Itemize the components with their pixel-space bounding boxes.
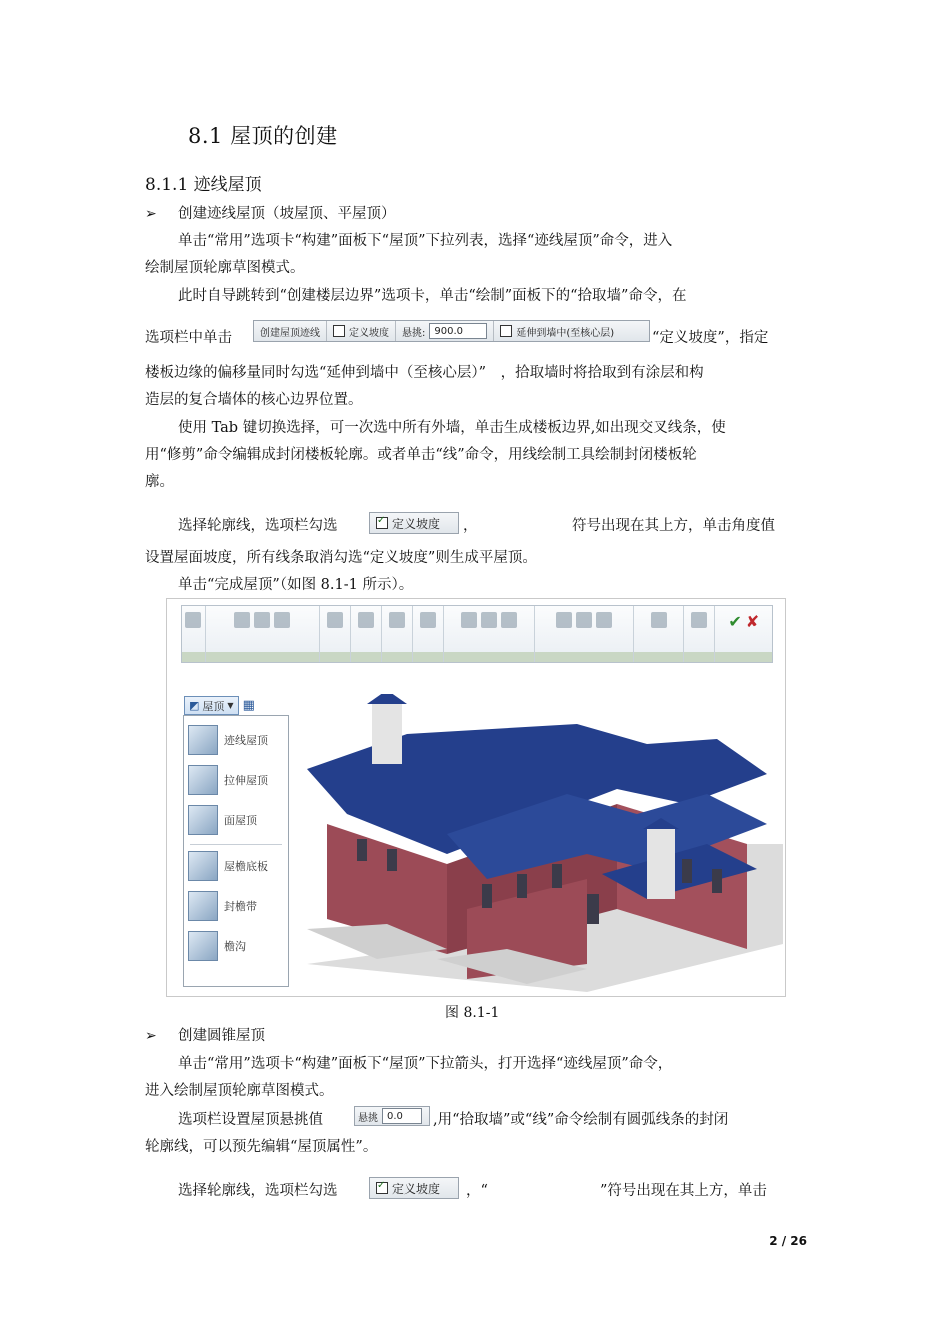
rotate-icon <box>596 612 612 628</box>
ribbon-group-label <box>634 652 683 662</box>
menu-item-extrusion-roof <box>188 762 284 798</box>
extend-label: 延伸到墙中(至核心层) <box>516 327 615 339</box>
menu-divider <box>190 844 282 845</box>
paragraph-line: 选择轮廓线，选项栏勾选 <box>178 518 338 534</box>
ribbon-group-label <box>715 652 772 662</box>
face-roof-icon <box>188 805 218 835</box>
overhang-label: 悬挑: <box>402 327 426 339</box>
modify-icon <box>481 612 497 628</box>
paragraph-line: 设置屋面坡度，所有线条取消勾选“定义坡度”则生成平屋顶。 <box>145 550 537 566</box>
ribbon-group <box>684 606 715 662</box>
menu-item-label: 封檐带 <box>224 900 257 913</box>
draw-icon <box>234 612 250 628</box>
figure-8-1-1 <box>166 598 786 997</box>
bullet-title: 创建圆锥屋顶 <box>178 1028 265 1044</box>
ribbon-group-label <box>382 652 412 662</box>
ceiling-icon: ▦ <box>242 698 255 713</box>
extend-to-wall-option <box>494 321 620 341</box>
chimney-left <box>372 704 402 764</box>
bullet-arrow-icon: ➢ <box>145 1028 157 1044</box>
paragraph-line: 单击“常用”选项卡“构建”面板下“屋顶”下拉箭头，打开选择“迹线屋顶”命令， <box>178 1056 673 1072</box>
menu-item-face-roof <box>188 802 284 838</box>
paragraph-line: “定义坡度”，指定 <box>652 330 769 346</box>
paragraph-line: 造层的复合墙体的核心边界位置。 <box>145 392 363 408</box>
overhang-label: 悬挑 <box>358 1112 378 1124</box>
ribbon-group <box>206 606 320 662</box>
paragraph-line: 进入绘制屋顶轮廓草图模式。 <box>145 1083 334 1099</box>
roof-dropdown-header <box>184 696 288 715</box>
dimension-icon <box>420 612 436 628</box>
properties-icon <box>327 612 343 628</box>
ribbon-group-label <box>444 652 534 662</box>
define-slope-label: 定义坡度 <box>392 1181 441 1196</box>
chimney-right <box>647 829 675 899</box>
paragraph-line: 单击“常用”选项卡“构建”面板下“屋顶”下拉列表，选择“迹线屋顶”命令，进入 <box>178 233 673 249</box>
subsection-heading: 8.1.1 迹线屋顶 <box>145 175 262 195</box>
menu-item-label: 拉伸屋顶 <box>224 774 268 787</box>
gutter-icon <box>188 931 218 961</box>
overhang-chip <box>355 1107 425 1125</box>
overhang-option <box>396 321 494 341</box>
paragraph-line: 单击“完成屋顶”（如图 8.1-1 所示）。 <box>178 577 414 593</box>
chevron-down-icon: ▼ <box>227 701 234 710</box>
roof-properties-icon <box>691 612 707 628</box>
ribbon-group-label <box>182 652 205 662</box>
menu-item-label: 檐沟 <box>224 940 246 953</box>
clipboard-icon <box>389 612 405 628</box>
move-icon <box>556 612 572 628</box>
ribbon-group <box>382 606 413 662</box>
figure-caption: 图 8.1-1 <box>445 1005 500 1021</box>
ribbon-group <box>715 606 772 662</box>
paragraph-line: 楼板边缘的偏移量同时勾选“延伸到墙中（至核心层）” ，拾取墙时将拾取到有涂层和构 <box>145 365 704 381</box>
mode-label: 创建屋顶迹线 <box>260 327 320 339</box>
paragraph-line: 使用 Tab 键切换选择，可一次选中所有外墙，单击生成楼板边界,如出现交叉线条，使 <box>178 420 726 436</box>
extrusion-roof-icon <box>188 765 218 795</box>
overhang-field: 0.0 <box>382 1108 422 1124</box>
ribbon-group <box>634 606 684 662</box>
paragraph-line: 符号出现在其上方，单击角度值 <box>572 518 775 534</box>
checked-checkbox-icon <box>376 1182 388 1194</box>
modify-icon <box>501 612 517 628</box>
ribbon-group <box>182 606 206 662</box>
menu-item-fascia <box>188 888 284 924</box>
define-slope-checkbox-image <box>369 512 459 534</box>
paragraph-line: 此时自导跳转到“创建楼层边界”选项卡，单击“绘制”面板下的“拾取墙”命令，在 <box>178 288 687 304</box>
menu-item-label: 面屋顶 <box>224 814 257 827</box>
define-slope-option <box>327 321 396 341</box>
chimney-cap-left <box>367 694 407 704</box>
ribbon-group-label <box>320 652 350 662</box>
cancel-x-icon: ✘ <box>745 612 760 631</box>
ribbon-group-label <box>351 652 381 662</box>
comma: ， <box>463 518 478 534</box>
define-slope-chip <box>370 1178 446 1198</box>
paragraph-line: ,用“拾取墙”或“线”命令绘制有圆弧线条的封闭 <box>433 1112 729 1128</box>
ribbon-group <box>413 606 444 662</box>
define-slope-label: 定义坡度 <box>392 516 441 531</box>
menu-item-soffit <box>188 848 284 884</box>
paragraph-line: 绘制屋顶轮廓草图模式。 <box>145 260 305 276</box>
ribbon-group-label <box>684 652 714 662</box>
paragraph-line: ”符号出现在其上方，单击 <box>600 1183 767 1199</box>
ribbon-image <box>181 605 773 663</box>
group-icon <box>651 612 667 628</box>
overhang-field: 900.0 <box>429 323 487 339</box>
punctuation: ，“ <box>466 1183 488 1199</box>
checkbox-icon <box>500 325 512 337</box>
paragraph-line: 用“修剪”命令编辑成封闭楼板轮廓。或者单击“线”命令，用线绘制工具绘制封闭楼板轮 <box>145 447 697 463</box>
paragraph-line: 选项栏中单击 <box>145 330 232 346</box>
ribbon-group <box>444 606 535 662</box>
ribbon-group <box>535 606 634 662</box>
roof-button-label: 屋顶 <box>202 699 225 713</box>
menu-item-label: 迹线屋顶 <box>224 734 268 747</box>
menu-item-label: 屋檐底板 <box>224 860 268 873</box>
ribbon-group <box>320 606 351 662</box>
bullet-title: 创建迹线屋顶（坡屋顶、平屋顶） <box>178 206 396 222</box>
fascia-icon <box>188 891 218 921</box>
select-icon <box>185 612 201 628</box>
checked-checkbox-icon <box>376 517 388 529</box>
ribbon-group <box>351 606 382 662</box>
ribbon-group-label <box>206 652 319 662</box>
checkbox-icon <box>333 325 345 337</box>
menu-item-gutter <box>188 928 284 964</box>
footprint-roof-icon <box>188 725 218 755</box>
soffit-icon <box>188 851 218 881</box>
tools-icon <box>358 612 374 628</box>
overhang-option-image <box>354 1106 430 1126</box>
paragraph-line: 廓。 <box>145 474 174 490</box>
roof-dropdown-menu <box>183 698 289 987</box>
define-slope-label: 定义坡度 <box>349 327 389 339</box>
page-number: 2 / 26 <box>769 1234 807 1248</box>
paragraph-line: 轮廓线，可以预先编辑“屋顶属性”。 <box>145 1139 378 1155</box>
define-slope-checkbox-image <box>369 1177 459 1199</box>
paragraph-line: 选择轮廓线，选项栏勾选 <box>178 1183 338 1199</box>
finish-check-icon: ✔ <box>728 612 742 631</box>
modify-icon <box>461 612 477 628</box>
ribbon-group-label <box>413 652 443 662</box>
options-bar-mode <box>254 321 327 341</box>
roof-button <box>184 696 239 715</box>
section-heading: 8.1 屋顶的创建 <box>188 124 338 148</box>
draw-icon <box>274 612 290 628</box>
copy-icon <box>576 612 592 628</box>
draw-icon <box>254 612 270 628</box>
roof-icon: ◩ <box>189 699 200 712</box>
villa-3d-rendering <box>287 694 783 992</box>
menu-item-footprint-roof <box>188 722 284 758</box>
options-bar-image <box>253 320 650 342</box>
define-slope-chip <box>370 513 446 533</box>
paragraph-line: 选项栏设置屋顶悬挑值 <box>178 1112 323 1128</box>
ribbon-group-label <box>535 652 633 662</box>
bullet-arrow-icon: ➢ <box>145 206 157 222</box>
